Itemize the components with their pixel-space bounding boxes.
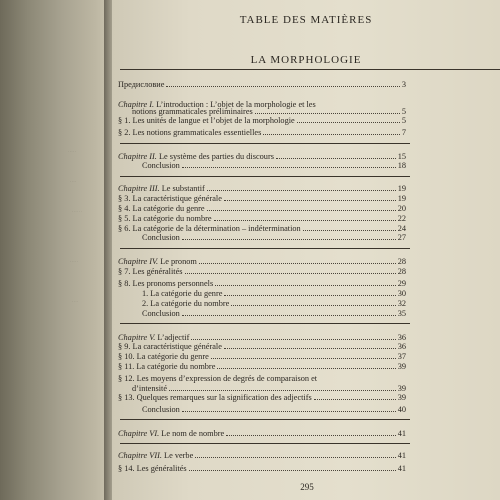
toc-entry-title: § 7. Les généralités bbox=[118, 267, 183, 276]
toc-entry-title: § 5. La catégorie du nombre bbox=[118, 214, 212, 223]
toc-entry[interactable] bbox=[142, 299, 406, 308]
dot-leader bbox=[207, 210, 396, 211]
toc-entry-title: Conclusion bbox=[142, 309, 180, 318]
chapter-label: Chapitre III. bbox=[118, 184, 160, 193]
chapter-separator bbox=[120, 419, 410, 420]
toc-entry[interactable] bbox=[142, 405, 406, 414]
chapter-separator bbox=[120, 443, 410, 444]
toc-page-number: 41 bbox=[397, 429, 406, 438]
toc-page-number: 35 bbox=[397, 309, 406, 318]
toc-entry-title: § 13. Quelques remarques sur la signification des adjectifs bbox=[118, 393, 312, 402]
toc-page-number: 5 bbox=[401, 107, 406, 116]
toc-entry-title: § 2. Les notions grammaticales essentielles bbox=[118, 128, 262, 137]
toc-entry[interactable] bbox=[118, 214, 406, 223]
toc-page-number: 36 bbox=[397, 333, 406, 342]
toc-page-number: 24 bbox=[397, 224, 406, 233]
toc-entry-title: 1. La catégorie du genre bbox=[142, 289, 223, 298]
dot-leader bbox=[215, 285, 396, 286]
dot-leader bbox=[189, 470, 396, 471]
toc-page-number: 19 bbox=[397, 184, 406, 193]
facing-page-edge: · · · · · · · · · · · · · · · · · · · · · · · · bbox=[0, 0, 112, 500]
toc-chapter-entry[interactable] bbox=[118, 257, 406, 266]
dot-leader bbox=[169, 390, 396, 391]
toc-page-number: 15 bbox=[397, 152, 406, 161]
toc-entry[interactable] bbox=[118, 80, 406, 89]
toc-entry[interactable] bbox=[118, 464, 406, 473]
toc-entry[interactable] bbox=[132, 107, 406, 116]
dot-leader bbox=[166, 86, 399, 87]
dot-leader bbox=[263, 134, 400, 135]
toc-page-number: 18 bbox=[397, 161, 406, 170]
toc-page-number: 7 bbox=[401, 128, 406, 137]
dot-leader bbox=[224, 200, 396, 201]
toc-entry[interactable] bbox=[118, 194, 406, 203]
dot-leader bbox=[297, 122, 400, 123]
toc-page-number: 39 bbox=[397, 384, 406, 393]
chapter-label: Chapitre II. bbox=[118, 152, 157, 161]
chapter-label: Chapitre V. bbox=[118, 333, 156, 342]
chapter-label: Chapitre VII. bbox=[118, 451, 162, 460]
toc-entry[interactable] bbox=[118, 267, 406, 276]
toc-entry[interactable] bbox=[118, 374, 406, 383]
toc-entry-title: § 12. Les moyens d’expression de degrés de comparaison et bbox=[118, 374, 318, 383]
toc-chapter-entry[interactable] bbox=[118, 429, 406, 438]
dot-leader bbox=[185, 273, 396, 274]
dot-leader bbox=[199, 263, 396, 264]
toc-entry[interactable] bbox=[118, 362, 406, 371]
toc-entry[interactable] bbox=[142, 289, 406, 298]
dot-leader bbox=[255, 113, 400, 114]
toc-entry[interactable] bbox=[132, 384, 406, 393]
dot-leader bbox=[182, 167, 396, 168]
chapter-separator bbox=[120, 248, 410, 249]
toc-chapter-entry[interactable] bbox=[118, 333, 406, 342]
toc-entry-title: Le système des parties du discours bbox=[158, 152, 274, 161]
toc-page-number: 27 bbox=[397, 233, 406, 242]
toc-entry-title: Le nom de nombre bbox=[161, 429, 225, 438]
toc-entry-title: Conclusion bbox=[142, 233, 180, 242]
toc-entry[interactable] bbox=[118, 204, 406, 213]
dot-leader bbox=[182, 239, 396, 240]
toc-page-number: 41 bbox=[397, 464, 406, 473]
toc-entry-title: § 6. La catégorie de la détermination – indétermination bbox=[118, 224, 301, 233]
toc-entry[interactable] bbox=[142, 309, 406, 318]
toc-entry[interactable] bbox=[142, 161, 406, 170]
dot-leader bbox=[182, 411, 396, 412]
chapter-separator bbox=[120, 323, 410, 324]
dot-leader bbox=[191, 339, 395, 340]
toc-entry[interactable] bbox=[118, 342, 406, 351]
toc-entry-title: 2. La catégorie du nombre bbox=[142, 299, 230, 308]
toc-page-number: 28 bbox=[397, 257, 406, 266]
toc-page-number: 19 bbox=[397, 194, 406, 203]
toc-page-number: 39 bbox=[397, 393, 406, 402]
toc-entry-title: Conclusion bbox=[142, 405, 180, 414]
toc-entry-title: § 9. La caractéristique générale bbox=[118, 342, 222, 351]
dot-leader bbox=[182, 315, 396, 316]
toc-entry[interactable] bbox=[118, 116, 406, 125]
toc-page-number: 39 bbox=[397, 362, 406, 371]
toc-entry-title: § 8. Les pronoms personnels bbox=[118, 279, 214, 288]
toc-page-number: 20 bbox=[397, 204, 406, 213]
toc-entry-title: L’adjectif bbox=[157, 333, 190, 342]
dot-leader bbox=[226, 435, 396, 436]
toc-entry-title: Предисловие bbox=[118, 80, 165, 89]
chapter-label: Chapitre I. bbox=[118, 100, 155, 109]
toc-page-number: 41 bbox=[397, 451, 406, 460]
toc-entry-title: Conclusion bbox=[142, 161, 180, 170]
dot-leader bbox=[314, 399, 396, 400]
toc-page-number: 30 bbox=[397, 289, 406, 298]
dot-leader bbox=[276, 158, 396, 159]
chapter-separator bbox=[120, 143, 410, 144]
toc-page-number: 37 bbox=[397, 352, 406, 361]
dot-leader bbox=[224, 348, 396, 349]
top-rule bbox=[120, 69, 500, 70]
toc-entry-title: § 11. La catégorie du nombre bbox=[118, 362, 216, 371]
toc-page-number: 32 bbox=[397, 299, 406, 308]
toc-title: TABLE DES MATIÈRES bbox=[239, 14, 373, 26]
toc-entry-title: § 10. La catégorie du genre bbox=[118, 352, 209, 361]
chapter-label: Chapitre VI. bbox=[118, 429, 160, 438]
toc-entry-title: Le verbe bbox=[164, 451, 194, 460]
chapter-label: Chapitre IV. bbox=[118, 257, 159, 266]
toc-entry-title: § 3. La caractéristique générale bbox=[118, 194, 222, 203]
toc-page bbox=[112, 0, 500, 500]
dot-leader bbox=[303, 230, 396, 231]
toc-entry-title: d’intensité bbox=[132, 384, 168, 393]
dot-leader bbox=[195, 457, 395, 458]
toc-entry[interactable] bbox=[118, 352, 406, 361]
dot-leader bbox=[217, 368, 395, 369]
toc-entry-title: § 1. Les unités de langue et l’objet de la morphologie bbox=[118, 116, 295, 125]
toc-entry-title: Le pronom bbox=[160, 257, 197, 266]
toc-entry-title: L’introduction : L’objet de la morphologie et les bbox=[156, 100, 316, 109]
toc-entry[interactable] bbox=[118, 279, 406, 288]
toc-entry-title: § 14. Les généralités bbox=[118, 464, 187, 473]
toc-page-number: 28 bbox=[397, 267, 406, 276]
toc-chapter-entry[interactable] bbox=[118, 451, 406, 460]
chapter-separator bbox=[120, 176, 410, 177]
toc-page-number: 5 bbox=[401, 116, 406, 125]
page-number: 295 bbox=[300, 482, 314, 492]
dot-leader bbox=[214, 220, 396, 221]
toc-page-number: 36 bbox=[397, 342, 406, 351]
toc-entry[interactable] bbox=[142, 233, 406, 242]
toc-page-number: 29 bbox=[397, 279, 406, 288]
dot-leader bbox=[231, 305, 395, 306]
part-title: LA MORPHOLOGIE bbox=[250, 54, 362, 66]
toc-chapter-entry[interactable] bbox=[118, 152, 406, 161]
toc-page-number: 3 bbox=[401, 80, 406, 89]
toc-page-number: 40 bbox=[397, 405, 406, 414]
toc-entry[interactable] bbox=[118, 128, 406, 137]
dot-leader bbox=[211, 358, 396, 359]
dot-leader bbox=[207, 190, 396, 191]
toc-entry[interactable] bbox=[118, 393, 406, 402]
toc-chapter-entry[interactable] bbox=[118, 184, 406, 193]
toc-page-number: 22 bbox=[397, 214, 406, 223]
toc-entry-title: § 4. La catégorie du genre bbox=[118, 204, 205, 213]
dot-leader bbox=[224, 295, 395, 296]
toc-entry-title: notions grammaticales préliminaires bbox=[132, 107, 253, 116]
toc-entry[interactable] bbox=[118, 224, 406, 233]
toc-entry-title: Le substantif bbox=[161, 184, 205, 193]
